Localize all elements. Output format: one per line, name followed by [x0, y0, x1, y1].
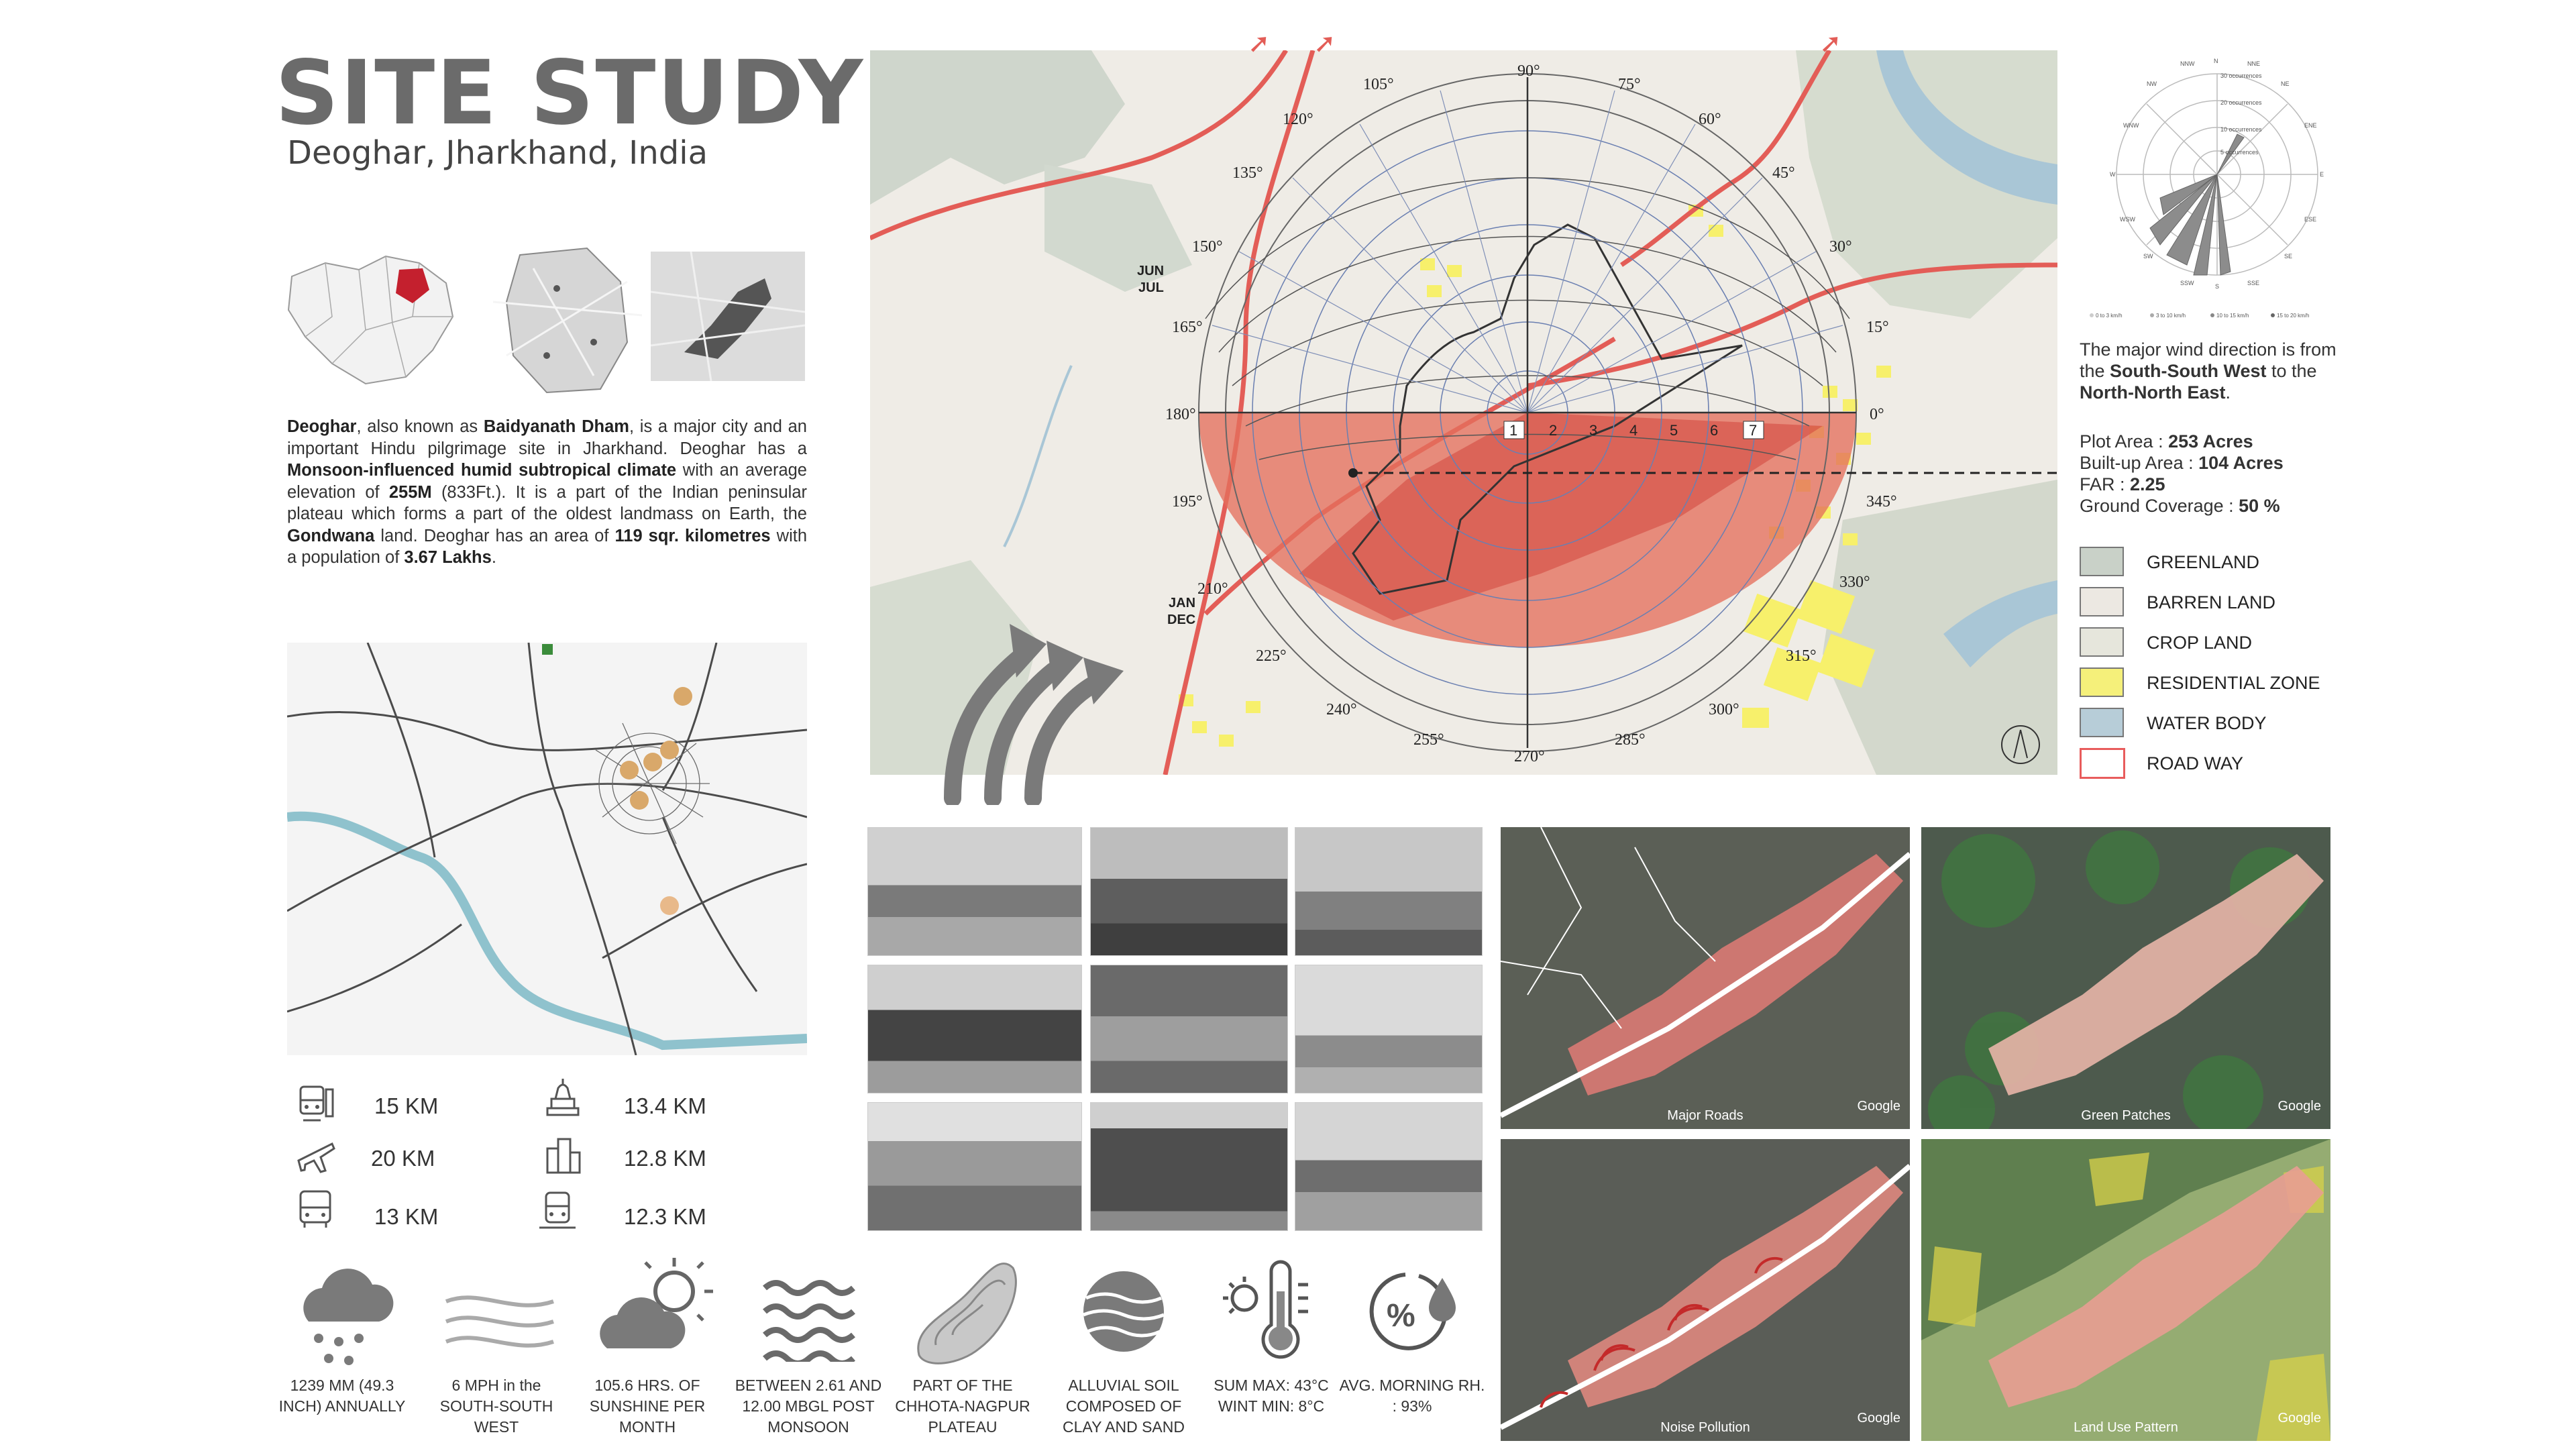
legend-swatch-road: [2080, 748, 2125, 779]
road-arrow-top-left-icon: ➚: [1248, 29, 1271, 58]
metro-distance: 12.3 KM: [624, 1204, 706, 1229]
city-buildings-icon: [542, 1134, 584, 1175]
city-road-map: [287, 643, 807, 1055]
angle-label: 120°: [1283, 111, 1313, 128]
site-photo: [1090, 827, 1288, 956]
wind-icon: [439, 1275, 560, 1362]
angle-label: 315°: [1786, 647, 1817, 665]
angle-label: 270°: [1514, 748, 1545, 765]
site-photo: [1295, 965, 1483, 1093]
railway-distance: 15 KM: [374, 1093, 439, 1118]
month-label: JUL: [1138, 280, 1164, 295]
wind-direction-arrows-icon: [939, 584, 1134, 805]
temple-icon: [542, 1076, 584, 1118]
wind-dir-label: S: [2215, 283, 2220, 290]
angle-label: 105°: [1363, 76, 1394, 93]
angle-label: 210°: [1197, 580, 1228, 598]
site-photo: [1295, 1102, 1483, 1231]
page-title: SITE STUDY: [275, 42, 865, 145]
humidity-label: AVG. MORNING RH. : 93%: [1339, 1377, 1485, 1415]
angle-label: 45°: [1772, 164, 1795, 182]
india-state-map: [285, 250, 461, 387]
angle-label: 165°: [1172, 319, 1203, 336]
hour-label: 4: [1629, 422, 1638, 439]
water-waves-icon: [758, 1275, 859, 1362]
plateau-label: PART OF THE CHHOTA-NAGPUR PLATEAU: [895, 1377, 1030, 1436]
site-locator-map: [651, 252, 805, 381]
wind-legend: 0 to 3 km/h: [2096, 313, 2123, 319]
page-subtitle: Deoghar, Jharkhand, India: [287, 134, 708, 172]
wind-ring-label: 20 occurrences: [2220, 99, 2262, 106]
legend-label: WATER BODY: [2147, 713, 2267, 733]
wind-dir-label: SSE: [2247, 280, 2260, 286]
angle-label: 135°: [1232, 164, 1263, 182]
wind-dir-label: NNE: [2247, 60, 2261, 67]
railway-station-icon: [295, 1081, 337, 1123]
city-distance: 12.8 KM: [624, 1146, 706, 1171]
temperature-label: SUM MAX: 43°C WINT MIN: 8°C: [1214, 1377, 1329, 1415]
bus-stand-icon: [295, 1187, 337, 1229]
rain-cloud-icon: [282, 1261, 402, 1368]
hour-label: 6: [1710, 422, 1719, 439]
angle-label: 0°: [1870, 406, 1884, 423]
legend-label: BARREN LAND: [2147, 592, 2276, 612]
wind-rose-chart: [2086, 54, 2348, 322]
airport-icon: [295, 1134, 337, 1175]
legend-label: RESIDENTIAL ZONE: [2147, 673, 2320, 693]
road-arrow-top-icon: ➚: [1313, 29, 1336, 58]
sun-cloud-icon: [594, 1254, 721, 1362]
analysis-land-use: Land Use Pattern Google: [1921, 1139, 2330, 1441]
site-photo: [867, 1102, 1082, 1231]
wind-dir-label: NNW: [2180, 60, 2195, 67]
site-photo: [1295, 827, 1483, 956]
site-photo: [867, 827, 1082, 956]
wind-dir-label: WSW: [2120, 216, 2135, 223]
wind-dir-label: ESE: [2304, 216, 2317, 223]
plot-details: Plot Area : 253 Acres Built-up Area : 104 Acres FAR : 2.25 Ground Coverage : 50 %: [2080, 431, 2284, 516]
month-label: JUN: [1137, 264, 1165, 278]
wind-dir-label: N: [2214, 58, 2218, 64]
hour-label: 2: [1549, 422, 1558, 439]
wind-dir-label: SW: [2143, 253, 2153, 260]
metro-icon: [537, 1189, 578, 1230]
wind-ring-label: 30 occurrences: [2220, 72, 2262, 79]
angle-label: 255°: [1413, 731, 1444, 749]
wind-dir-label: SSW: [2180, 280, 2194, 286]
angle-label: 330°: [1839, 574, 1870, 591]
wind-ring-label: 5 occurrences: [2220, 149, 2259, 156]
wind-dir-label: NE: [2281, 80, 2290, 87]
wind-legend: 3 to 10 km/h: [2156, 313, 2186, 319]
angle-label: 225°: [1256, 647, 1287, 665]
road-arrow-top-right-icon: ➚: [1819, 29, 1842, 58]
site-photo: [1090, 965, 1288, 1093]
wind-description: The major wind direction is from the South-South West to the North-North East.: [2080, 339, 2337, 402]
legend-swatch-residential: [2080, 667, 2124, 697]
analysis-green-patches: Green Patches Google: [1921, 827, 2330, 1129]
angle-label: 150°: [1192, 238, 1223, 256]
month-label: DEC: [1167, 612, 1196, 627]
soil-label: ALLUVIAL SOIL COMPOSED OF CLAY AND SAND: [1063, 1377, 1185, 1436]
soil-layers-icon: [1077, 1265, 1171, 1358]
wind-ring-label: 10 occurrences: [2220, 126, 2262, 133]
legend-label: GREENLAND: [2147, 552, 2260, 572]
district-map: [493, 241, 642, 399]
site-photo: [1090, 1102, 1288, 1231]
thermometer-icon: [1218, 1258, 1325, 1365]
angle-label: 75°: [1618, 76, 1641, 93]
wind-legend: 10 to 15 km/h: [2216, 313, 2249, 319]
wind-dir-label: ENE: [2304, 122, 2317, 129]
temple-distance: 13.4 KM: [624, 1093, 706, 1118]
legend-swatch-crop: [2080, 627, 2124, 657]
legend-label: ROAD WAY: [2147, 753, 2244, 773]
wind-dir-label: NW: [2147, 80, 2157, 87]
hour-label: 7: [1749, 422, 1758, 439]
rainfall-label: 1239 MM (49.3 INCH) ANNUALLY: [278, 1377, 406, 1415]
legend-swatch-greenland: [2080, 547, 2124, 576]
wind-speed-label: 6 MPH in the SOUTH-SOUTH WEST: [439, 1377, 553, 1436]
legend-swatch-water: [2080, 708, 2124, 737]
hour-label: 1: [1509, 422, 1518, 439]
legend-swatch-barren: [2080, 587, 2124, 616]
angle-label: 15°: [1866, 319, 1889, 336]
svg-text:%: %: [1387, 1298, 1415, 1334]
angle-label: 60°: [1699, 111, 1721, 128]
angle-label: 345°: [1866, 493, 1897, 511]
wind-dir-label: W: [2110, 171, 2116, 178]
wind-dir-label: E: [2320, 171, 2324, 178]
angle-label: 240°: [1326, 701, 1357, 718]
month-label: JAN: [1169, 596, 1196, 610]
angle-label: 300°: [1709, 701, 1739, 718]
legend-label: CROP LAND: [2147, 633, 2253, 653]
wind-legend: 15 to 20 km/h: [2277, 313, 2310, 319]
angle-label: 30°: [1829, 238, 1852, 256]
bus-distance: 13 KM: [374, 1204, 439, 1229]
angle-label: 90°: [1517, 62, 1540, 80]
angle-label: 285°: [1615, 731, 1646, 749]
wind-dir-label: SE: [2284, 253, 2293, 260]
wind-dir-label: WNW: [2123, 122, 2139, 129]
humidity-icon: [1358, 1265, 1466, 1365]
airport-distance: 20 KM: [371, 1146, 435, 1171]
analysis-major-roads: Major Roads Google: [1501, 827, 1910, 1129]
hour-label: 5: [1670, 422, 1678, 439]
analysis-noise-pollution: Noise Pollution Google: [1501, 1139, 1910, 1441]
angle-label: 195°: [1172, 493, 1203, 511]
site-photo: [867, 965, 1082, 1093]
hour-label: 3: [1589, 422, 1598, 439]
groundwater-label: BETWEEN 2.61 AND 12.00 MBGL POST MONSOON: [735, 1377, 882, 1436]
sunshine-label: 105.6 HRS. OF SUNSHINE PER MONTH: [589, 1377, 706, 1436]
plateau-contour-icon: [906, 1254, 1026, 1368]
angle-label: 180°: [1165, 406, 1196, 423]
intro-paragraph: Deoghar, also known as Baidyanath Dham, is a major city and an important Hindu pilgrimage site in Jharkhand. Deoghar has a Monsoon-influenced humid subtropical climate with an average elevation of 255M (833Ft.). It is a part of the Indian peninsular plateau which forms a part of the oldest landmass on Earth, the Gondwana land. Deoghar has an area of 119 sqr. kilometres with a population of 3.67 Lakhs.: [287, 417, 808, 567]
